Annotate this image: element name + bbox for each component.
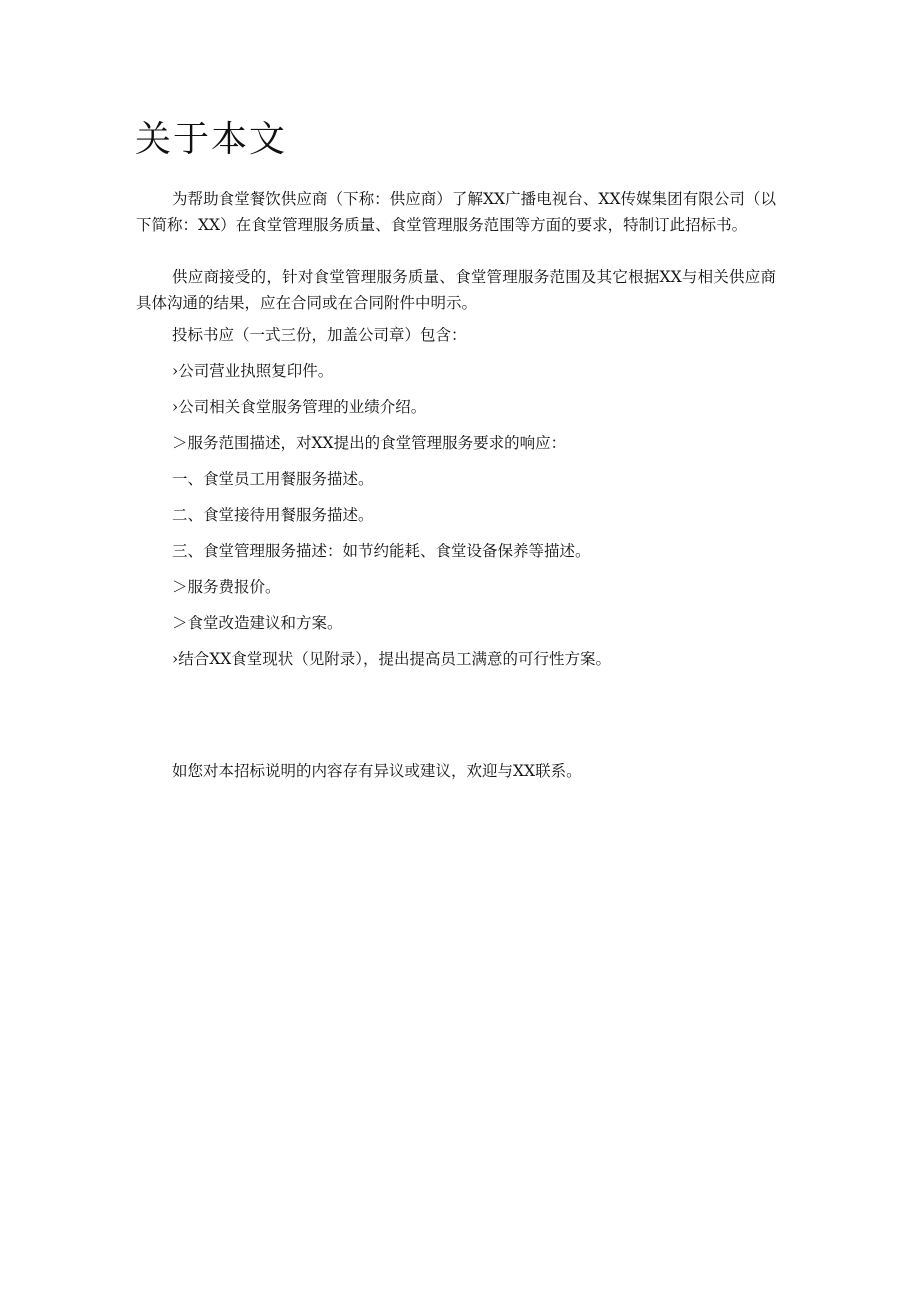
list-item: 二、食堂接待用餐服务描述。 bbox=[172, 506, 374, 524]
list-item: ＞服务范围描述，对XX提出的食堂管理服务要求的响应： bbox=[172, 434, 567, 452]
paragraph-contract: 供应商接受的，针对食堂管理服务质量、食堂管理服务范围及其它根据XX与相关供应商具体沟通的结果，应在合同或在合同附件中明示。 bbox=[136, 268, 776, 312]
list-item: ›公司营业执照复印件。 bbox=[172, 362, 334, 380]
list-item: 三、食堂管理服务描述：如节约能耗、食堂设备保养等描述。 bbox=[172, 542, 591, 560]
document-title: 关于本文 bbox=[135, 119, 288, 160]
closing-note: 如您对本招标说明的内容存有异议或建议，欢迎与XX联系。 bbox=[172, 762, 582, 780]
list-item: ›公司相关食堂服务管理的业绩介绍。 bbox=[172, 398, 427, 416]
paragraph-purpose: 为帮助食堂餐饮供应商（下称：供应商）了解XX广播电视台、XX传媒集团有限公司（以下简称：XX）在食堂管理服务质量、食堂管理服务范围等方面的要求，特制订此招标书。 bbox=[136, 190, 776, 234]
list-item: ›结合XX食堂现状（见附录），提出提高员工满意的可行性方案。 bbox=[172, 650, 612, 668]
list-item: ＞服务费报价。 bbox=[172, 578, 281, 596]
bid-intro-line: 投标书应（一式三份，加盖公司章）包含： bbox=[172, 326, 467, 344]
list-item: ＞食堂改造建议和方案。 bbox=[172, 614, 343, 632]
list-item: 一、食堂员工用餐服务描述。 bbox=[172, 470, 374, 488]
